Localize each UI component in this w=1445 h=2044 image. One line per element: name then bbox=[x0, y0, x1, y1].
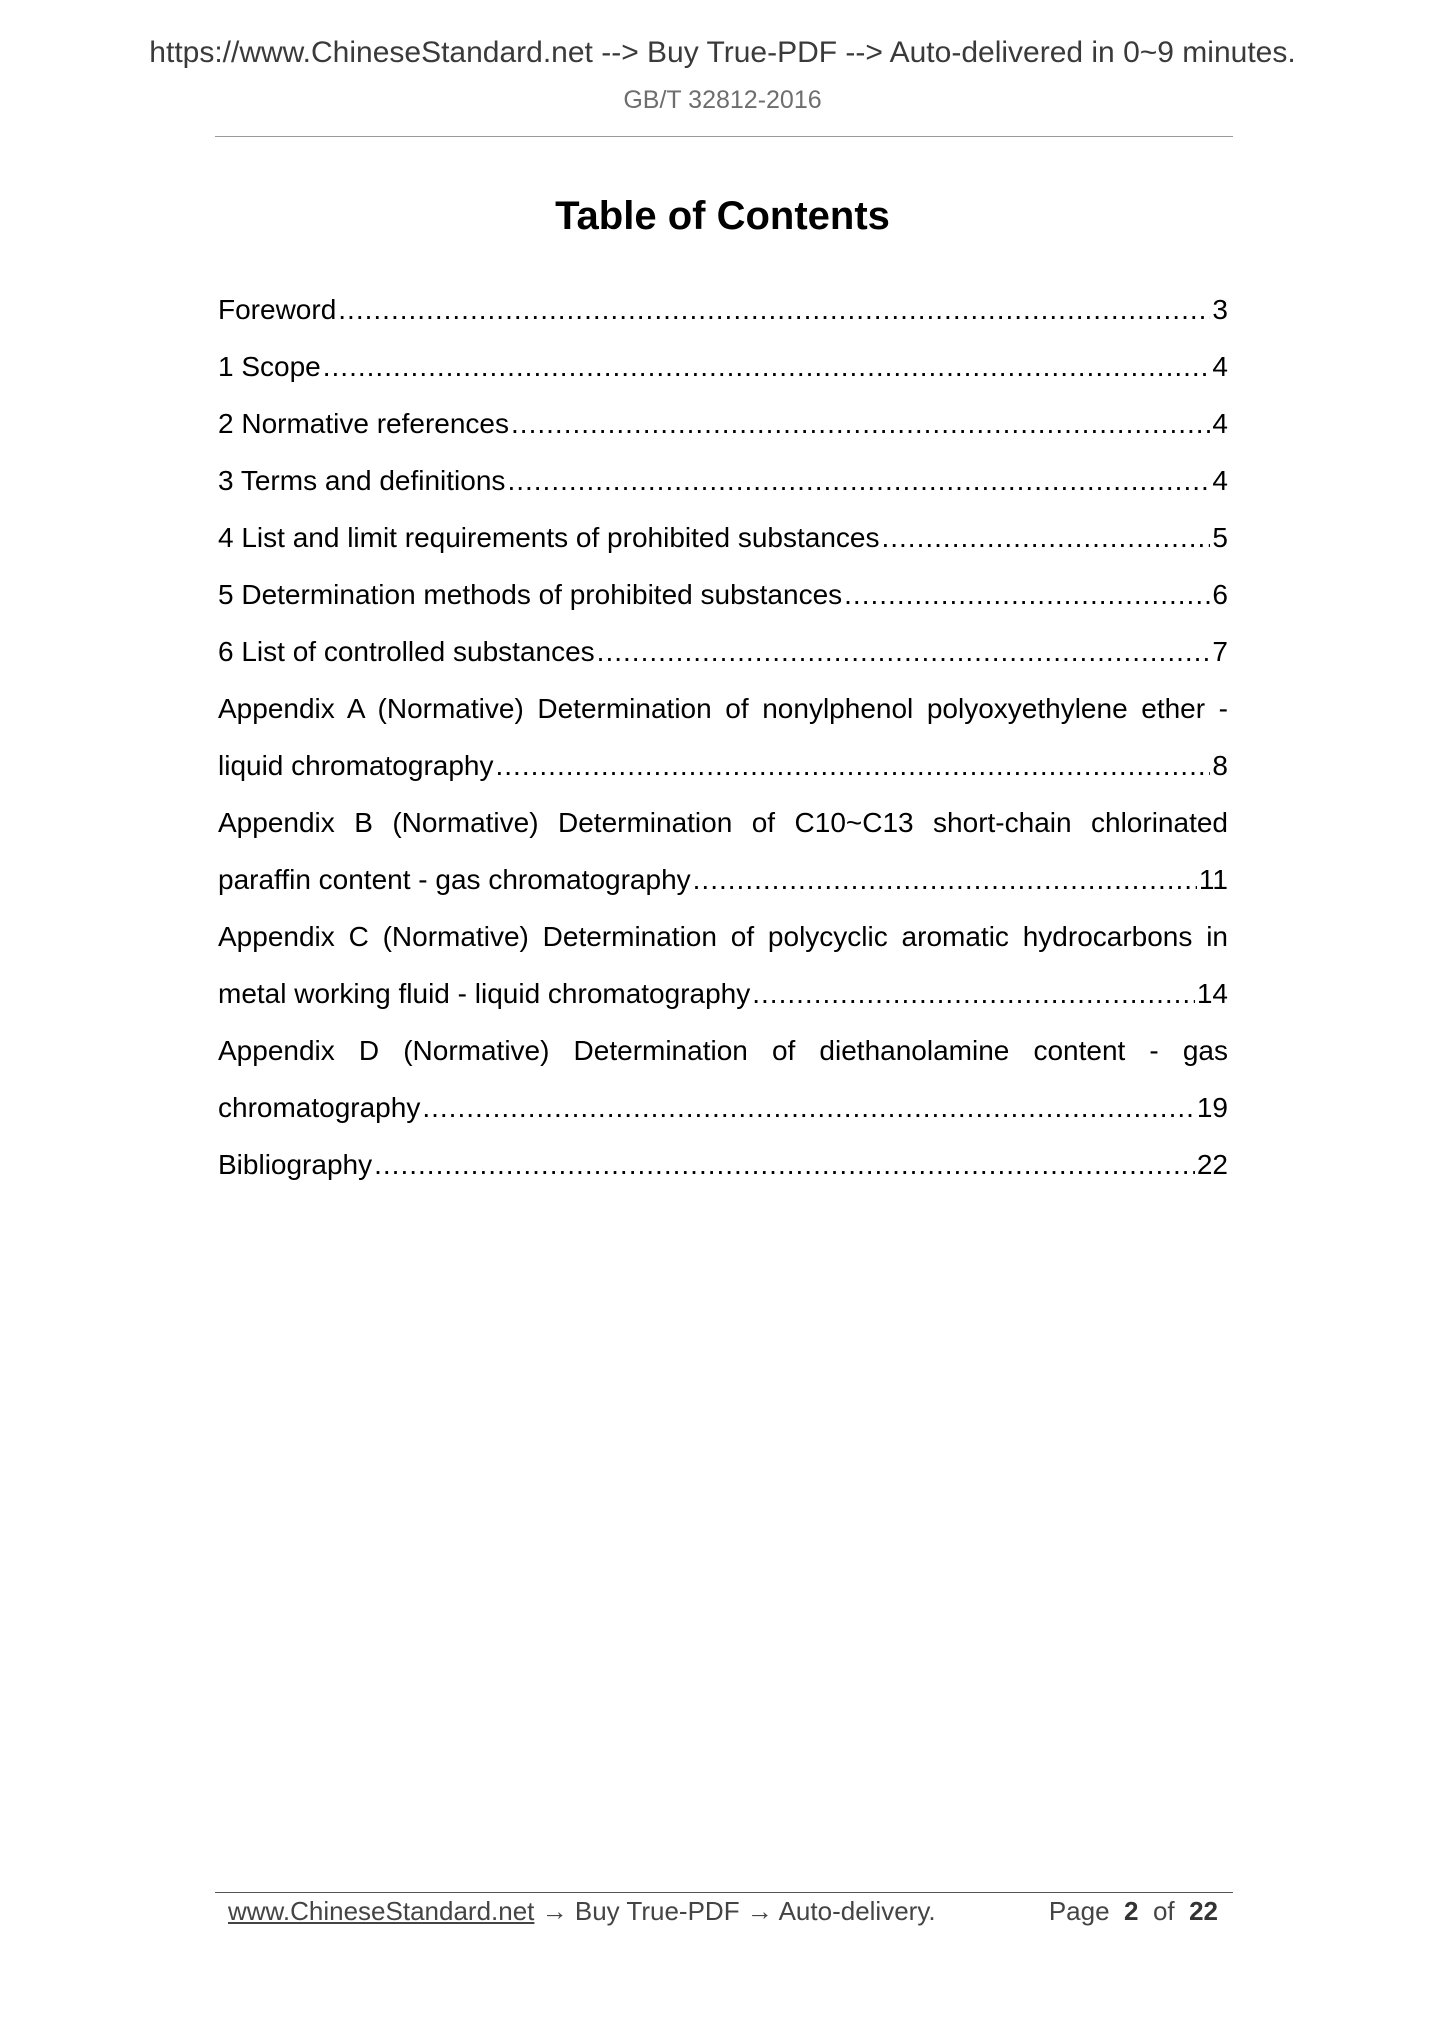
toc-entry-page: 8 bbox=[1212, 750, 1228, 781]
toc-entry-first-line: Appendix A (Normative) Determination of nonylphenol polyoxyethylene ether - bbox=[218, 693, 1228, 724]
toc-entry-label: 2 Normative references bbox=[218, 408, 510, 439]
toc-entry-appendix-b[interactable] bbox=[218, 794, 1228, 908]
toc-entry-page: 6 bbox=[1212, 579, 1228, 610]
toc-entry-first-line: Appendix C (Normative) Determination of polycyclic aromatic hydrocarbons in bbox=[218, 921, 1228, 952]
toc-entry-scope[interactable] bbox=[218, 338, 1228, 395]
toc-entry-prohibited-list[interactable] bbox=[218, 509, 1228, 566]
toc-entry-appendix-c[interactable] bbox=[218, 908, 1228, 1022]
footer-tagline: → Buy True-PDF → Auto-delivery. bbox=[541, 1896, 936, 1926]
dot-leader bbox=[881, 509, 1210, 566]
toc-entry-first-line: Appendix D (Normative) Determination of diethanolamine content - gas bbox=[218, 1035, 1228, 1066]
dot-leader bbox=[323, 338, 1211, 395]
dot-leader bbox=[597, 623, 1211, 680]
dot-leader bbox=[511, 395, 1210, 452]
toc-entry-label: 1 Scope bbox=[218, 351, 321, 382]
dot-leader bbox=[844, 566, 1210, 623]
toc-title: Table of Contents bbox=[555, 194, 890, 238]
page-indicator bbox=[1049, 1896, 1218, 1927]
page-current: 2 bbox=[1124, 1896, 1139, 1926]
dot-leader bbox=[693, 851, 1197, 908]
toc-entry-determination-methods[interactable] bbox=[218, 566, 1228, 623]
toc-entry-page: 14 bbox=[1196, 978, 1228, 1009]
toc-entry-first-line: Appendix B (Normative) Determination of C10~C13 short-chain chlorinated bbox=[218, 807, 1228, 838]
toc-entry-label: Foreword bbox=[218, 294, 337, 325]
toc-entry-label: 5 Determination methods of prohibited substances bbox=[218, 579, 843, 610]
dot-leader bbox=[496, 737, 1211, 794]
toc-entry-page: 3 bbox=[1212, 294, 1228, 325]
toc-entry-normative-references[interactable] bbox=[218, 395, 1228, 452]
table-of-contents bbox=[218, 281, 1228, 1193]
footer-divider bbox=[215, 1892, 1233, 1893]
toc-entry-bibliography[interactable] bbox=[218, 1136, 1228, 1193]
toc-entry-foreword[interactable] bbox=[218, 281, 1228, 338]
dot-leader bbox=[338, 281, 1210, 338]
footer-left bbox=[228, 1896, 936, 1927]
toc-entry-page: 22 bbox=[1196, 1149, 1228, 1180]
toc-entry-controlled-substances[interactable] bbox=[218, 623, 1228, 680]
site-link[interactable]: www.ChineseStandard.net bbox=[228, 1896, 535, 1926]
toc-entry-appendix-a[interactable] bbox=[218, 680, 1228, 794]
toc-entry-page: 4 bbox=[1212, 465, 1228, 496]
toc-entry-page: 11 bbox=[1198, 864, 1228, 895]
header-banner: https://www.ChineseStandard.net --> Buy True-PDF --> Auto-delivered in 0~9 minutes. bbox=[149, 36, 1296, 69]
header-divider bbox=[215, 136, 1233, 137]
toc-entry-label: 6 List of controlled substances bbox=[218, 636, 595, 667]
of-word: of bbox=[1152, 1896, 1175, 1926]
toc-entry-label: 4 List and limit requirements of prohibited substances bbox=[218, 522, 880, 553]
toc-entry-terms-definitions[interactable] bbox=[218, 452, 1228, 509]
toc-entry-label: paraffin content - gas chromatography bbox=[218, 864, 691, 895]
toc-entry-label: liquid chromatography bbox=[218, 750, 494, 781]
toc-entry-page: 4 bbox=[1212, 351, 1228, 382]
toc-entry-page: 5 bbox=[1212, 522, 1228, 553]
toc-entry-page: 4 bbox=[1212, 408, 1228, 439]
toc-entry-appendix-d[interactable] bbox=[218, 1022, 1228, 1136]
page-total: 22 bbox=[1189, 1896, 1218, 1926]
toc-entry-page: 19 bbox=[1196, 1092, 1228, 1123]
document-id: GB/T 32812-2016 bbox=[623, 86, 822, 114]
dot-leader bbox=[422, 1079, 1195, 1136]
dot-leader bbox=[752, 965, 1195, 1022]
toc-entry-label: chromatography bbox=[218, 1092, 421, 1123]
toc-entry-label: metal working fluid - liquid chromatography bbox=[218, 978, 751, 1009]
dot-leader bbox=[374, 1136, 1195, 1193]
toc-entry-label: 3 Terms and definitions bbox=[218, 465, 506, 496]
page-word: Page bbox=[1048, 1896, 1110, 1926]
toc-entry-label: Bibliography bbox=[218, 1149, 373, 1180]
page-footer bbox=[228, 1896, 1218, 1927]
toc-entry-page: 7 bbox=[1212, 636, 1228, 667]
dot-leader bbox=[507, 452, 1210, 509]
